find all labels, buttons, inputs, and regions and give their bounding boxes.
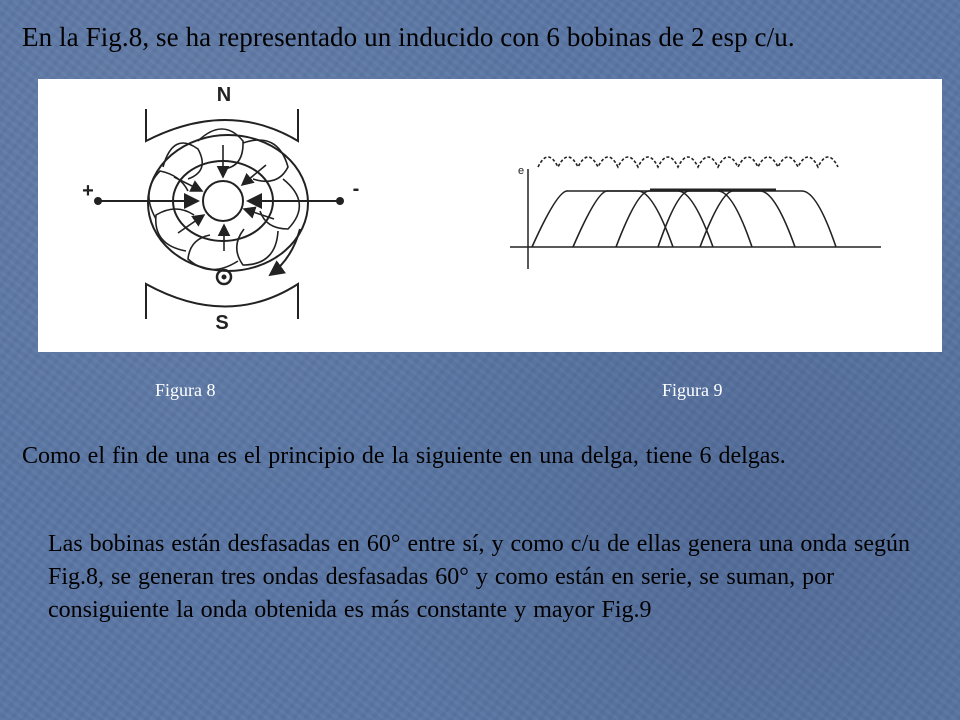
positive-terminal [94,197,102,205]
figures-svg [38,79,942,352]
summed-wave [538,157,838,167]
figure-9-waveforms [510,157,881,269]
slide-heading: En la Fig.8, se ha representado un inducido con 6 bobinas de 2 esp c/u. [22,22,795,52]
caption-figure-8: Figura 8 [155,380,216,400]
paragraph-desfase: Las bobinas están desfasadas en 60° entre sí, y como c/u de ellas genera una onda según Fig.8, se generan tres ondas desfasadas 60° y como están en serie, se suman, por consiguiente la onda obtenida es más constante y mayor Fig.9 [48,531,910,623]
coil-wave-4 [658,191,795,247]
figure-panel [38,79,942,352]
coil-wave-2 [573,191,713,247]
negative-terminal [336,197,344,205]
conductor-dot-center [222,275,227,280]
paragraph-delgas: Como el fin de una es el principio de la siguiente en una delga, tiene 6 delgas. [22,443,786,469]
coil-wave-1 [532,191,673,247]
coil-wave-5 [700,191,836,247]
north-label: N [216,84,232,106]
commutator [203,181,243,221]
coil-wave-3 [616,191,752,247]
plus-label: + [82,180,94,202]
minus-label: - [352,178,360,200]
figure-8-armature [98,109,340,319]
north-pole-piece [146,109,298,141]
caption-figure-9: Figura 9 [662,380,723,400]
wave-axis-label: e [518,165,525,177]
south-label: S [215,312,229,334]
